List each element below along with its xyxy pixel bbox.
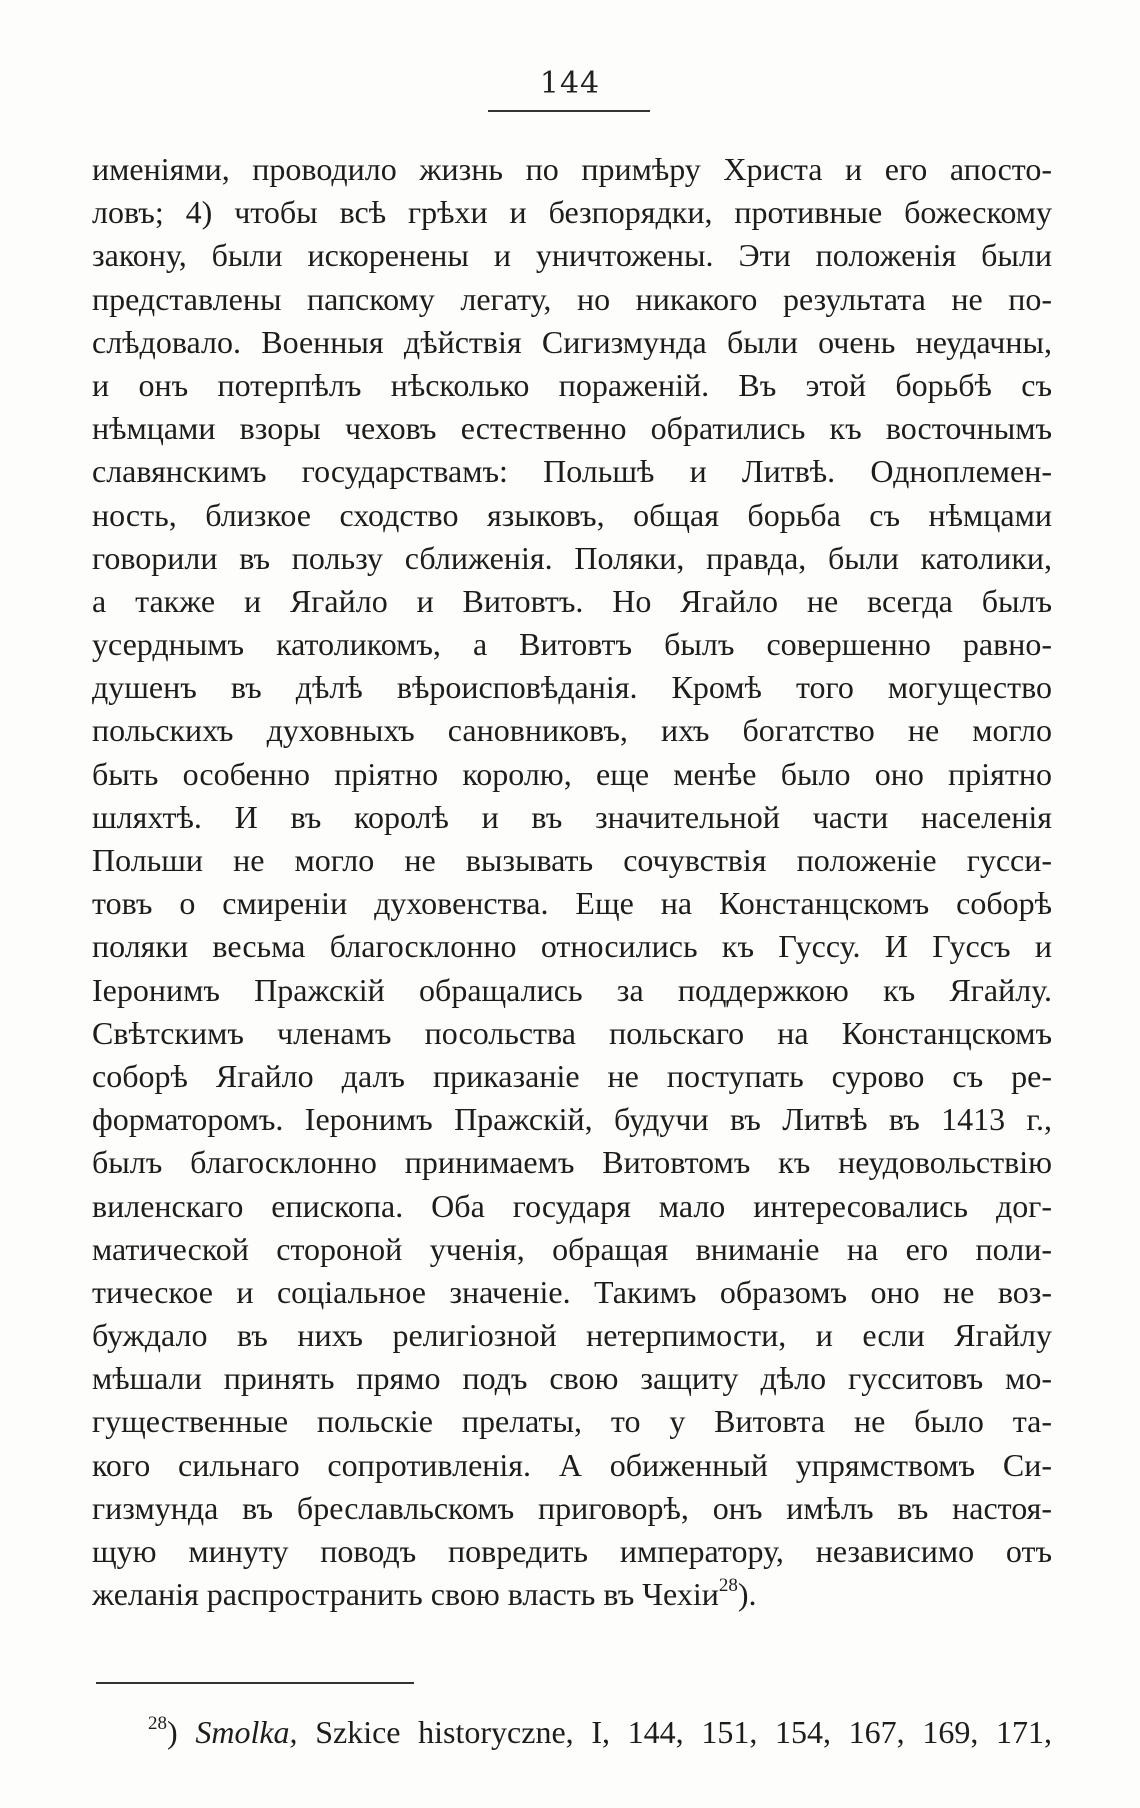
text-line: форматоромъ. Іеронимъ Пражскій, будучи въ Литвѣ въ 1413 г., xyxy=(92,1101,1052,1138)
footnote-rule xyxy=(96,1682,414,1684)
text-line: и онъ потерпѣлъ нѣсколько пораженій. Въ этой борьбѣ съ xyxy=(92,366,1052,403)
footnote-reference[interactable]: 28 xyxy=(718,1575,738,1597)
footnote-text: Szkice historyczne, I, 144, 151, 154, 167, 169, 171, xyxy=(315,1714,1053,1750)
text-line: гущественные польскіе прелаты, то у Витовта не было та- xyxy=(92,1403,1052,1440)
text-line: соборѣ Ягайло далъ приказаніе не поступать сурово съ ре- xyxy=(92,1057,1052,1094)
text-line: быть особенно пріятно королю, еще менѣе было оно пріятно xyxy=(92,755,1052,792)
text-line: Свѣтскимъ членамъ посольства польскаго на Констанцскомъ xyxy=(92,1014,1052,1051)
page-number-rule xyxy=(488,110,650,112)
text-line: славянскимъ государствамъ: Польшѣ и Литвѣ. Одноплемен- xyxy=(92,453,1052,490)
footnote xyxy=(148,1710,1052,1754)
body-text xyxy=(92,148,1052,1616)
text-line: былъ благосклонно принимаемъ Витовтомъ къ неудовольствію xyxy=(92,1144,1052,1181)
footnote-author: Smolka, xyxy=(195,1714,298,1750)
text-line: буждало въ нихъ религіозной нетерпимости, и если Ягайлу xyxy=(92,1317,1052,1354)
text-line: представлены папскому легату, но никакого результата не по- xyxy=(92,280,1052,317)
text-line: виленскаго епископа. Оба государя мало интересовались дог- xyxy=(92,1187,1052,1224)
text-line: польскихъ духовныхъ сановниковъ, ихъ богатство не могло xyxy=(92,712,1052,749)
page-number: 144 xyxy=(539,66,601,101)
text-line: закону, были искоренены и уничтожены. Эти положенія были xyxy=(92,237,1052,274)
text-line: Польши не могло не вызывать сочувствія положеніе гусси- xyxy=(92,842,1052,878)
text-line: слѣдовало. Военныя дѣйствія Сигизмунда были очень неудачны, xyxy=(92,323,1052,360)
text-line: именіями, проводило жизнь по примѣру Христа и его апосто- xyxy=(92,151,1052,187)
text-line: матической стороной ученія, обращая вниманіе на его поли- xyxy=(92,1230,1052,1267)
text-line-last xyxy=(92,1573,1052,1616)
text-line: усерднымъ католикомъ, а Витовтъ былъ совершенно равно- xyxy=(92,626,1052,663)
text-line: тическое и соціальное значеніе. Такимъ образомъ оно не воз- xyxy=(92,1273,1052,1310)
text-line: кого сильнаго сопротивленія. А обиженный упрямствомъ Си- xyxy=(92,1446,1052,1483)
text-line: душенъ въ дѣлѣ вѣроисповѣданія. Кромѣ того могущество xyxy=(92,669,1052,706)
text-line: щую минуту поводъ повредить императору, независимо отъ xyxy=(92,1533,1052,1569)
footnote-marker-close: ) xyxy=(167,1714,178,1750)
last-line-text: желанія распространить свою власть въ Чехіи xyxy=(92,1576,719,1613)
text-line: ловъ; 4) чтобы всѣ грѣхи и безпорядки, противные божескому xyxy=(92,194,1052,231)
text-line: говорили въ пользу сближенія. Поляки, правда, были католики, xyxy=(92,539,1052,576)
text-line: товъ о смиреніи духовенства. Еще на Констанцскомъ соборѣ xyxy=(92,885,1052,922)
last-line-tail: ). xyxy=(737,1576,757,1613)
text-line: нѣмцами взоры чеховъ естественно обратились къ восточнымъ xyxy=(92,410,1052,447)
text-line: Іеронимъ Пражскій обращались за поддержкою къ Ягайлу. xyxy=(92,971,1052,1008)
footnote-marker: 28 xyxy=(148,1713,167,1734)
text-line: мѣшали принять прямо подъ свою защиту дѣло гусситовъ мо- xyxy=(92,1360,1052,1397)
text-line: гизмунда въ бреславльскомъ приговорѣ, онъ имѣлъ въ настоя- xyxy=(92,1489,1052,1526)
text-line: шляхтѣ. И въ королѣ и въ значительной части населенія xyxy=(92,798,1052,835)
text-line: ность, близкое сходство языковъ, общая борьба съ нѣмцами xyxy=(92,496,1052,533)
text-line: поляки весьма благосклонно относились къ Гуссу. И Гуссъ и xyxy=(92,928,1052,965)
text-line: а также и Ягайло и Витовтъ. Но Ягайло не всегда былъ xyxy=(92,582,1052,619)
